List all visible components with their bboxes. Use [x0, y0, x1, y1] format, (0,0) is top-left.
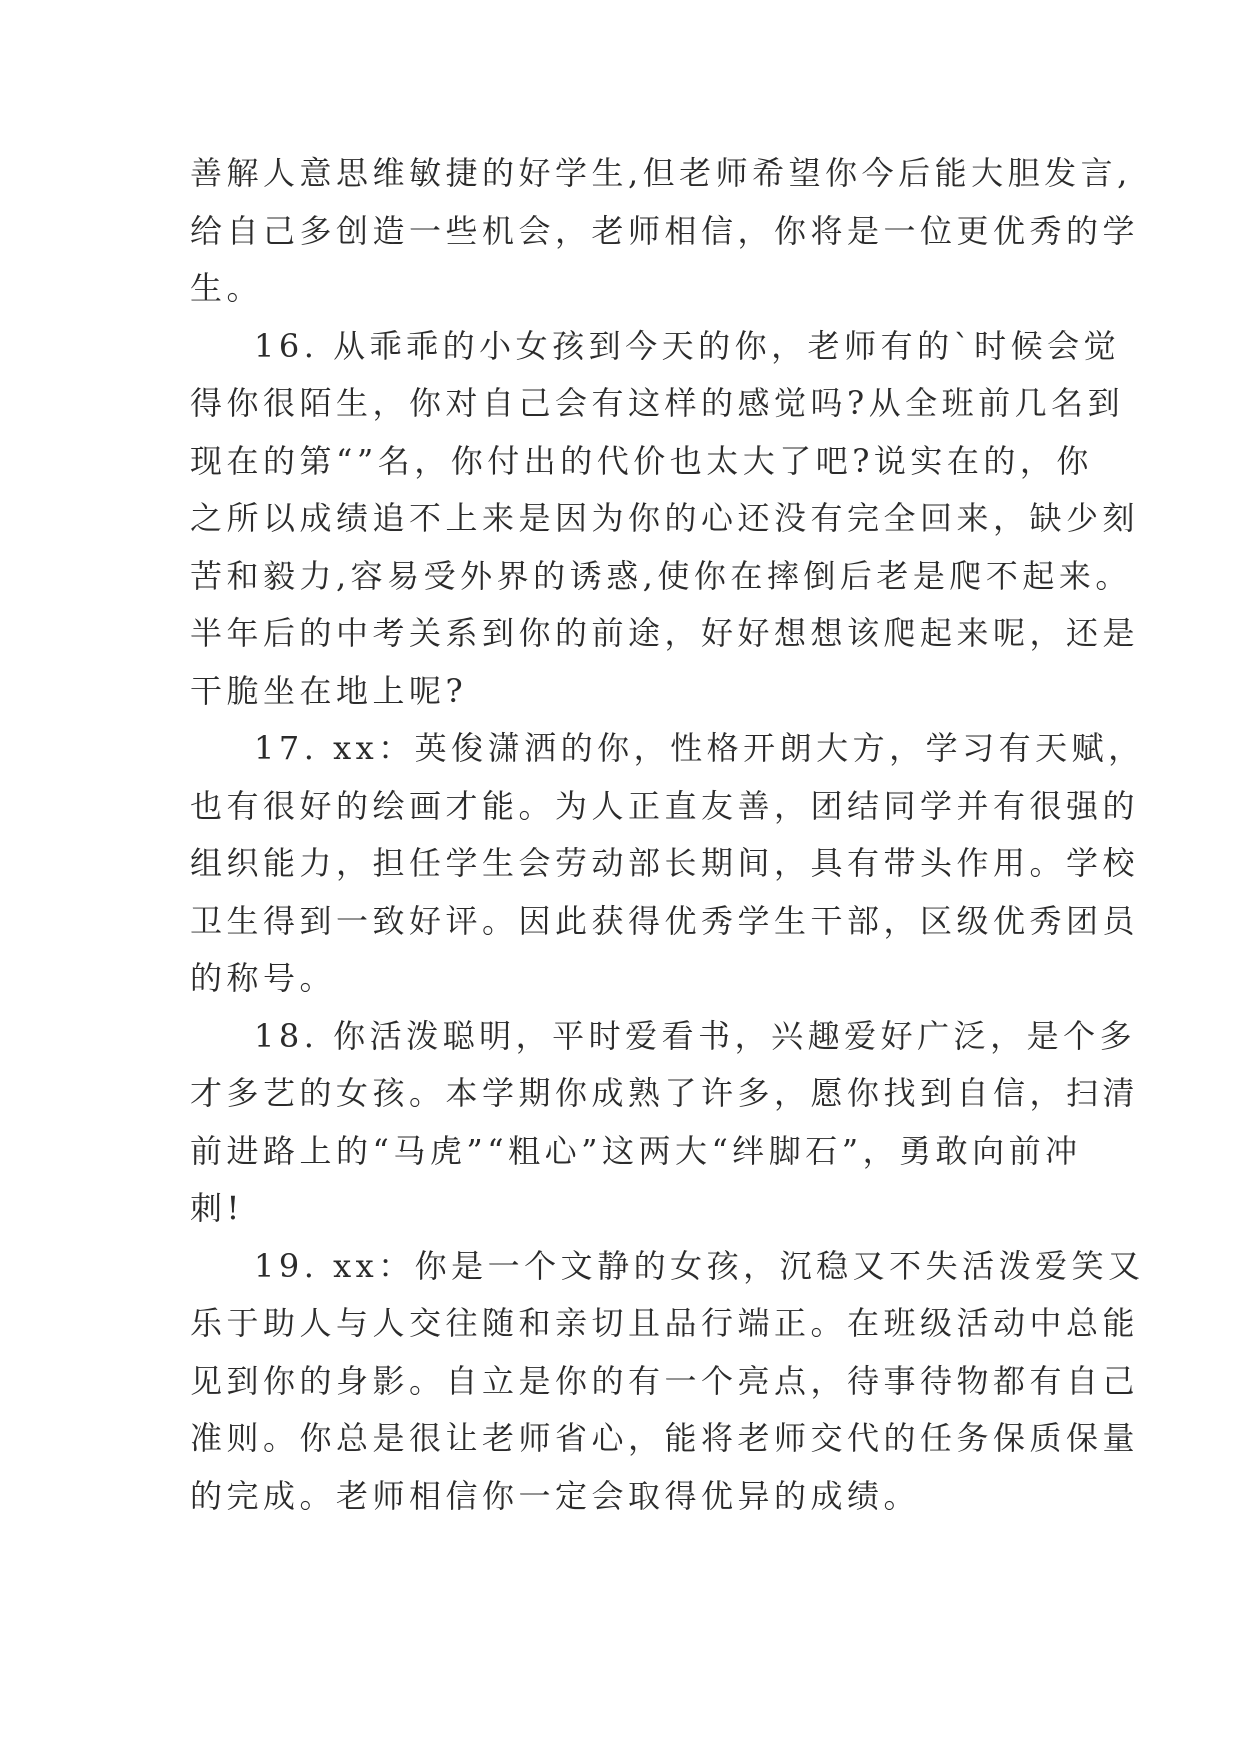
paragraph-19 — [190, 1238, 1145, 1526]
text-line: 前进路上的“马虎”“粗心”这两大“绊脚石”，勇敢向前冲 — [190, 1131, 1082, 1170]
text-line: 半年后的中考关系到你的前途，好好想想该爬起来呢，还是 — [190, 614, 1140, 652]
text-line: 卫生得到一致好评。因此获得优秀学生干部，区级优秀团员 — [190, 901, 1140, 940]
text-line: 得你很陌生，你对自己会有这样的感觉吗?从全班前几名到 — [190, 384, 1125, 422]
text-line: 干脆坐在地上呢? — [190, 671, 468, 710]
text-line: 才多艺的女孩。本学期你成熟了许多，愿你找到自信，扫清 — [190, 1074, 1140, 1112]
text-line: 之所以成绩追不上来是因为你的心还没有完全回来，缺少刻 — [190, 499, 1140, 537]
text-line: 16. 从乖乖的小女孩到今天的你，老师有的`时候会觉 — [254, 326, 1121, 365]
text-line: 组织能力，担任学生会劳动部长期间，具有带头作用。学校 — [190, 844, 1140, 882]
text-line: 19. xx：你是一个文静的女孩，沉稳又不失活泼爱笑又 — [254, 1246, 1145, 1285]
text-line: 准则。你总是很让老师省心，能将老师交代的任务保质保量 — [190, 1419, 1140, 1457]
paragraph-17 — [190, 720, 1145, 1008]
text-line: 的称号。 — [190, 959, 337, 997]
text-line: 的完成。老师相信你一定会取得优异的成绩。 — [190, 1476, 921, 1515]
paragraph-18 — [190, 1008, 1140, 1238]
text-line: 也有很好的绘画才能。为人正直友善，团结同学并有很强的 — [190, 786, 1140, 825]
text-line: 乐于助人与人交往随和亲切且品行端正。在班级活动中总能 — [190, 1304, 1140, 1342]
text-line: 生。 — [190, 269, 264, 307]
text-line: 18. 你活泼聪明，平时爱看书，兴趣爱好广泛，是个多 — [254, 1016, 1137, 1055]
text-line: 苦和毅力,容易受外界的诱惑,使你在摔倒后老是爬不起来。 — [190, 556, 1132, 595]
text-line: 给自己多创造一些机会，老师相信，你将是一位更优秀的学 — [190, 211, 1140, 250]
paragraph-15-continuation — [190, 145, 1140, 318]
document-page — [190, 145, 1145, 1525]
text-line: 见到你的身影。自立是你的有一个亮点，待事待物都有自己 — [190, 1361, 1140, 1400]
paragraph-16 — [190, 318, 1140, 721]
text-line: 善解人意思维敏捷的好学生,但老师希望你今后能大胆发言, — [190, 154, 1132, 192]
text-line: 刺! — [190, 1189, 244, 1227]
text-line: 现在的第“”名，你付出的代价也太大了吧?说实在的，你 — [190, 441, 1093, 480]
text-line: 17. xx：英俊潇洒的你，性格开朗大方，学习有天赋， — [254, 729, 1145, 767]
